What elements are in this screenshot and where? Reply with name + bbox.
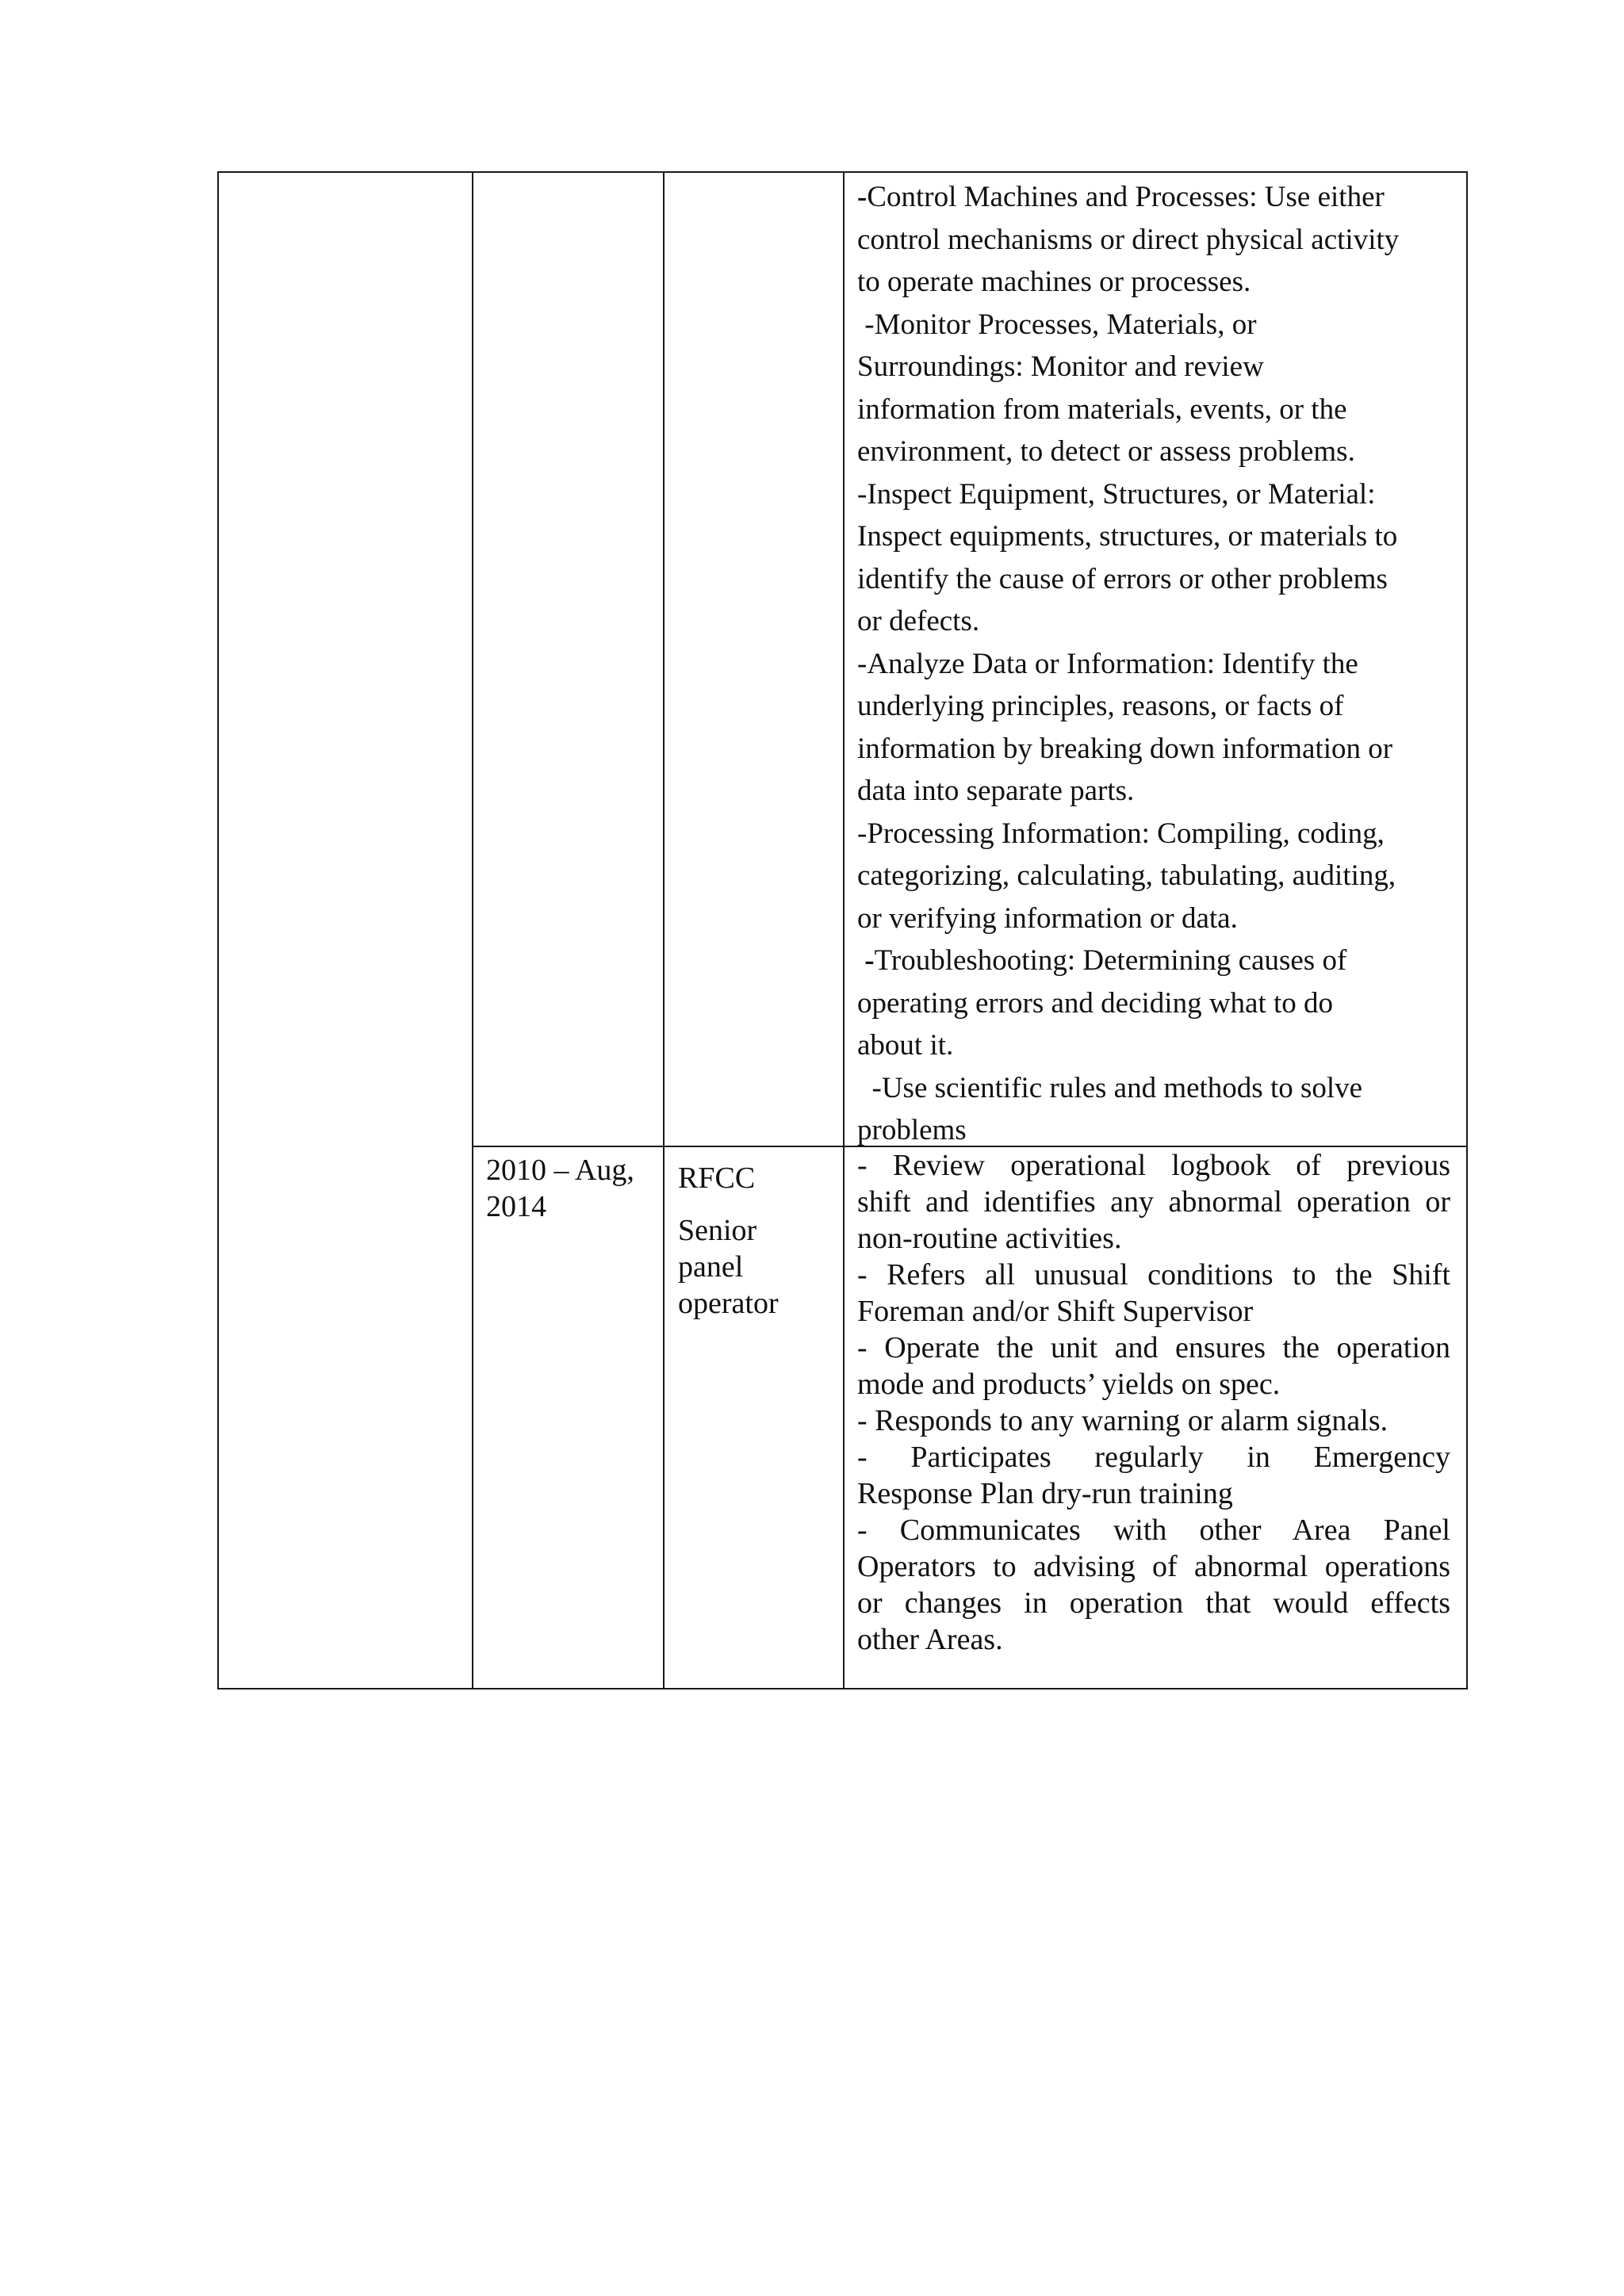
table-border-col3	[843, 172, 845, 1689]
duty-line	[857, 813, 1460, 855]
duty-line-text: -Inspect Equipment, Structures, or Material:	[857, 477, 1376, 511]
duty-line	[857, 346, 1460, 388]
duty-line	[857, 939, 1460, 982]
duty-line	[857, 304, 1460, 346]
duty-line-text: -Processing Information: Compiling, coding,	[857, 817, 1385, 850]
duty-line	[857, 388, 1460, 431]
duty-line	[857, 728, 1460, 771]
duty-line	[857, 600, 1460, 643]
duty-line-text: identify the cause of errors or other problems	[857, 562, 1388, 595]
duty-line-text: information by breaking down information or	[857, 732, 1393, 765]
duty-line-text: information from materials, events, or the	[857, 392, 1347, 426]
duty-line: - Responds to any warning or alarm signals.	[857, 1404, 1388, 1437]
duty-line	[857, 473, 1460, 516]
duty-line-text: categorizing, calculating, tabulating, auditing,	[857, 859, 1396, 892]
duty-line-text: underlying principles, reasons, or facts of	[857, 690, 1344, 722]
duty-line-text: or defects.	[857, 605, 980, 637]
duty-line-text: Control Machines and Processes: Use either	[867, 181, 1385, 213]
duty-line: mode and products’ yields on spec.	[857, 1368, 1281, 1401]
duty-line-text: -Analyze Data or Information: Identify the	[857, 647, 1358, 680]
table-border-col1	[472, 172, 473, 1689]
duty-line-text: operating errors and deciding what to do	[857, 986, 1334, 1020]
duty-line-text: control mechanisms or direct physical activity	[857, 223, 1400, 256]
duty-line	[857, 219, 1460, 262]
duty-line-text: data into separate parts.	[857, 775, 1135, 807]
duty-line-text: -Monitor Processes, Materials, or	[857, 308, 1257, 341]
row2-duties-cell	[857, 1147, 1450, 1658]
duty-line-text: to operate machines or processes.	[857, 266, 1251, 298]
duty-line-text: -Use scientific rules and methods to solve	[857, 1071, 1363, 1104]
duty-line-bold-prefix: -	[857, 944, 875, 977]
row2-unit: RFCC	[678, 1161, 756, 1195]
table-border-bottom	[217, 1688, 1468, 1689]
duty-line: shift and identifies any abnormal operation or	[857, 1185, 1450, 1219]
row2-unit-cell	[678, 1160, 829, 1322]
row2-role: Senior panel operator	[678, 1214, 779, 1320]
table-border-top	[217, 171, 1468, 173]
duty-line: Response Plan dry-run training	[857, 1477, 1233, 1510]
duty-line	[857, 855, 1460, 897]
duty-line	[857, 982, 1460, 1025]
duty-line: non-routine activities.	[857, 1222, 1122, 1255]
duty-line: - Refers all unusual conditions to the Shift	[857, 1258, 1450, 1292]
duty-line: - Participates regularly in Emergency	[857, 1441, 1450, 1474]
duty-line-text: problems	[857, 1114, 967, 1146]
row2-period-cell	[486, 1152, 654, 1225]
duty-line	[857, 430, 1460, 473]
duty-line: other Areas.	[857, 1623, 1003, 1656]
row2-period: 2010 – Aug, 2014	[486, 1154, 634, 1223]
duty-line: Operators to advising of abnormal operations	[857, 1550, 1450, 1583]
duty-line-text: or verifying information or data.	[857, 901, 1238, 935]
duty-line: or changes in operation that would effects	[857, 1586, 1450, 1620]
duty-line	[857, 643, 1460, 686]
duty-line: - Communicates with other Area Panel	[857, 1513, 1450, 1547]
duty-line	[857, 261, 1460, 304]
duty-line	[857, 1109, 1460, 1152]
duty-line: Foreman and/or Shift Supervisor	[857, 1295, 1254, 1328]
duty-line	[857, 770, 1460, 813]
duty-line	[857, 515, 1460, 558]
table-border-left	[217, 172, 219, 1689]
duty-line	[857, 897, 1460, 940]
duty-line: - Review operational logbook of previous	[857, 1149, 1450, 1182]
duty-line-text: Surroundings: Monitor and review	[857, 350, 1264, 383]
duty-line-text: about it.	[857, 1029, 954, 1062]
duty-line: - Operate the unit and ensures the operation	[857, 1331, 1450, 1364]
duty-line-text: environment, to detect or assess problems.	[857, 435, 1355, 468]
duty-line-text: Inspect equipments, structures, or materials to	[857, 520, 1398, 553]
duty-line	[857, 176, 1460, 219]
duty-line	[857, 1024, 1460, 1067]
duty-line	[857, 558, 1460, 601]
table-border-col2	[663, 172, 665, 1689]
row1-duties-cell	[857, 176, 1460, 1152]
duty-line	[857, 685, 1460, 728]
table-border-right	[1466, 172, 1468, 1689]
duty-line-bold-prefix: -	[857, 181, 868, 213]
duty-line-text: Troubleshooting: Determining causes of	[874, 944, 1347, 977]
duty-line	[857, 1067, 1460, 1110]
